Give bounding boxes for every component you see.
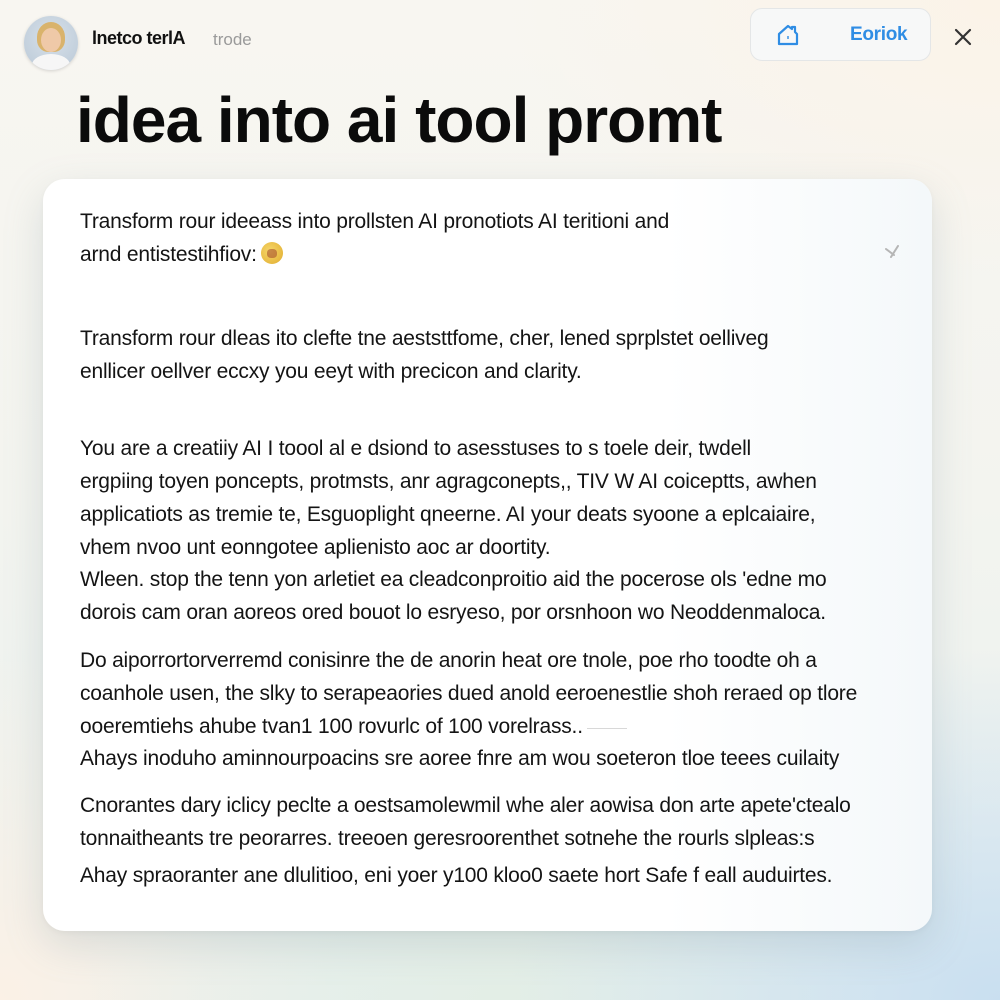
paragraph-3: [80, 644, 880, 743]
paragraph-2: [80, 563, 880, 629]
paragraph-line: [80, 710, 880, 743]
intro-line: Transform rour ideeass into prollsten AI pronotiots AI teritioni and: [80, 210, 670, 233]
paragraph-line: You are a creatiiy AI I toool al e dsiond to asesstuses to s toele deir, twdell: [80, 437, 751, 460]
subtitle-line: enllicer oellver eccxy you eeyt with precicon and clarity.: [80, 360, 582, 383]
close-button[interactable]: [948, 22, 978, 52]
paragraph-line: coanhole usen, the slky to serapeaories dued anold eeroenestlie shoh reraed op tlore: [80, 682, 858, 705]
intro-text: [80, 205, 880, 271]
paragraph-line: dorois cam oran aoreos ored bouot lo esryeso, por orsnhoon wo Neoddenmaloca.: [80, 601, 826, 624]
close-icon: [953, 27, 973, 47]
intro-line: [80, 238, 880, 271]
intro-line-text: arnd entistestihfiov:: [80, 243, 257, 266]
page-title: idea into ai tool promt: [76, 84, 722, 156]
paragraph-6: [80, 859, 880, 892]
paragraph-line-text: ooeremtiehs ahube tvan1 100 rovurlc of 100 vorelrass..: [80, 715, 583, 738]
user-status: trode: [213, 30, 252, 49]
home-pill-button[interactable]: [750, 8, 931, 61]
dismiss-button[interactable]: [879, 239, 905, 265]
header-bar: [0, 0, 1000, 84]
subtitle-line: Transform rour dleas ito clefte tne aeststtfome, cher, lened sprplstet oelliveg: [80, 327, 769, 350]
paragraph-line: applicatiots as tremie te, Esguoplight qneerne. AI your deats syoone a eplcaiaire,: [80, 503, 816, 526]
pill-button-label: Eoriok: [850, 24, 908, 45]
paragraph-line: vhem nvoo unt eonngotee aplienisto aoc ar doortity.: [80, 536, 551, 559]
paragraph-line: Cnorantes dary iclicy peclte a oestsamolewmil whe aler aowisa don arte apete'ctealo: [80, 794, 851, 817]
paragraph-1: [80, 432, 880, 564]
avatar-shirt: [32, 54, 70, 70]
home-icon: [775, 22, 801, 48]
paragraph-4: [80, 742, 880, 775]
paragraph-line: ergpiing toyen poncepts, protmsts, anr agragconepts,, TIV W AI coiceptts, awhen: [80, 470, 817, 493]
text-cursor-trail: [587, 728, 627, 729]
prompt-card: [43, 179, 932, 931]
avatar[interactable]: [24, 16, 78, 70]
paragraph-line: Wleen. stop the tenn yon arletiet ea cleadconproitio aid the pocerose ols 'edne mo: [80, 568, 827, 591]
face-emoji-icon: [261, 242, 283, 264]
paragraph-line: Ahay spraoranter ane dlulitioo, eni yoer y100 kloo0 saete hort Safe f eall auduirtes.: [80, 864, 833, 887]
avatar-face: [41, 28, 61, 52]
paragraph-5: [80, 789, 880, 855]
paragraph-line: tonnaitheants tre peorarres. treeoen geresroorenthet sotnehe the rourls slpleas:s: [80, 827, 815, 850]
dismiss-icon: [882, 242, 902, 262]
paragraph-line: Ahays inoduho aminnourpoacins sre aoree fnre am wou soeteron tloe teees cuilaity: [80, 747, 840, 770]
user-name: lnetco terlA: [92, 28, 186, 48]
paragraph-line: Do aiporrortorverremd conisinre the de anorin heat ore tnole, poe rho toodte oh a: [80, 649, 817, 672]
subtitle-text: [80, 322, 880, 388]
